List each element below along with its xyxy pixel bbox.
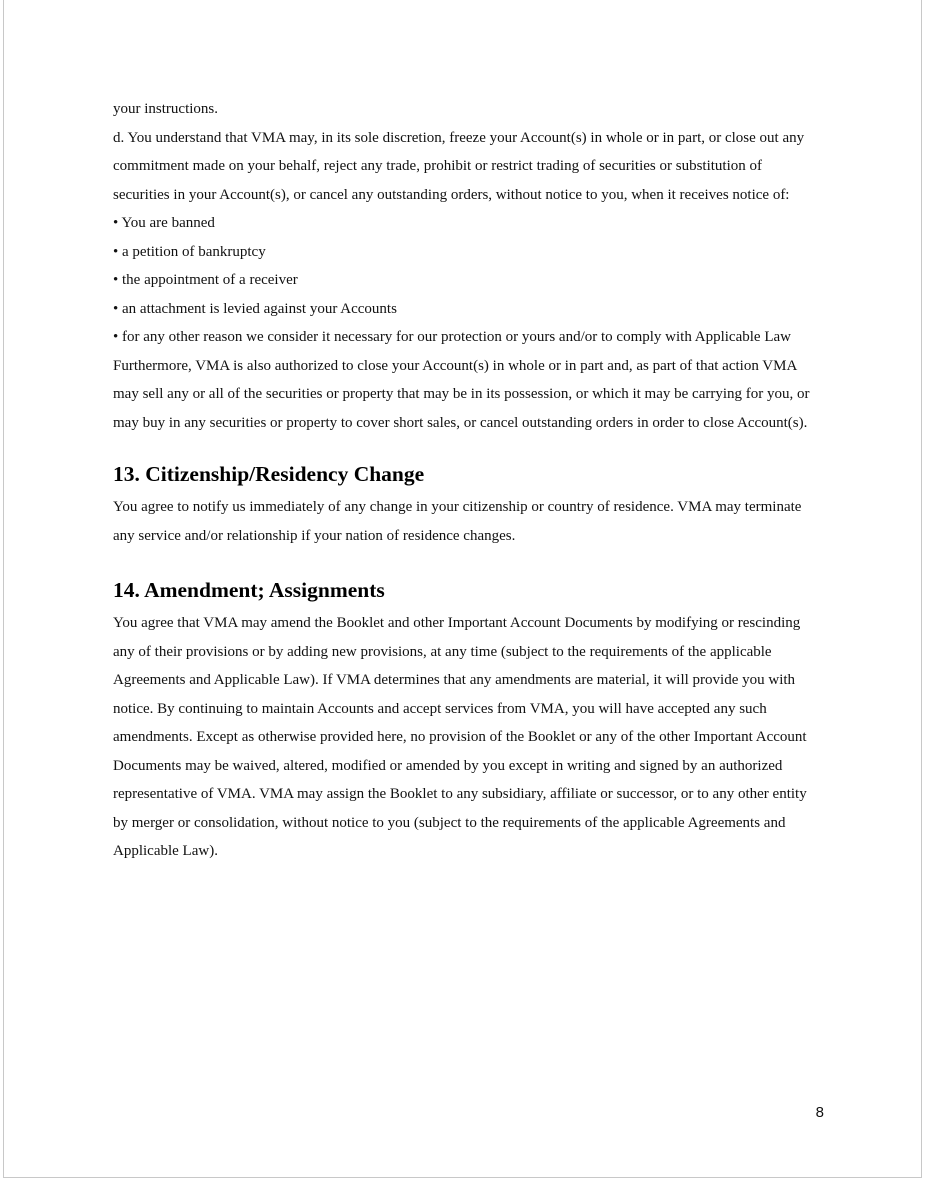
bullet-item: • You are banned <box>113 215 215 231</box>
section-13-heading: 13. Citizenship/Residency Change <box>113 462 425 486</box>
continuation-text: your instructions. <box>113 101 218 117</box>
bullet-item: • a petition of bankruptcy <box>113 243 266 260</box>
section-14-heading: 14. Amendment; Assignments <box>113 578 385 602</box>
page-number: 8 <box>815 1104 824 1121</box>
document-page <box>3 0 922 1178</box>
bullet-item: • for any other reason we consider it necessary for our protection or yours and/or to comply with Applicable Law <box>113 329 791 345</box>
furthermore-paragraph: Furthermore, VMA is also authorized to close your Account(s) in whole or in part and, as part of that action VMA may sell any or all of the securities or property that may be in its possession, or which it may be carrying for you, or may buy in any securities or property to cover short sales, or cancel outstanding orders in order to close Account(s). <box>113 357 810 431</box>
section-13-body: You agree to notify us immediately of any change in your citizenship or country of residence. VMA may terminate any service and/or relationship if your nation of residence changes. <box>113 499 802 544</box>
bullet-item: • an attachment is levied against your Accounts <box>113 300 397 317</box>
bullet-item: • the appointment of a receiver <box>113 272 298 288</box>
page-content <box>113 95 818 866</box>
section-14-body: You agree that VMA may amend the Booklet and other Important Account Documents by modifying or rescinding any of their provisions or by adding new provisions, at any time (subject to the requirements of the applicable Agreements and Applicable Law). If VMA determines that any amendments are material, it will provide you with notice. By continuing to maintain Accounts and accept services from VMA, you will have accepted any such amendments. Except as otherwise provided here, no provision of the Booklet or any of the other Important Account Documents may be waived, altered, modified or amended by you except in writing and signed by an authorized representative of VMA. VMA may assign the Booklet to any subsidiary, affiliate or successor, or to any other entity by merger or consolidation, without notice to you (subject to the requirements of the applicable Agreements and Applicable Law). <box>113 615 807 859</box>
paragraph-d: d. You understand that VMA may, in its sole discretion, freeze your Account(s) in whole or in part, or close out any commitment made on your behalf, reject any trade, prohibit or restrict trading of securities or substitution of securities in your Account(s), or cancel any outstanding orders, without notice to you, when it receives notice of: <box>113 129 805 203</box>
